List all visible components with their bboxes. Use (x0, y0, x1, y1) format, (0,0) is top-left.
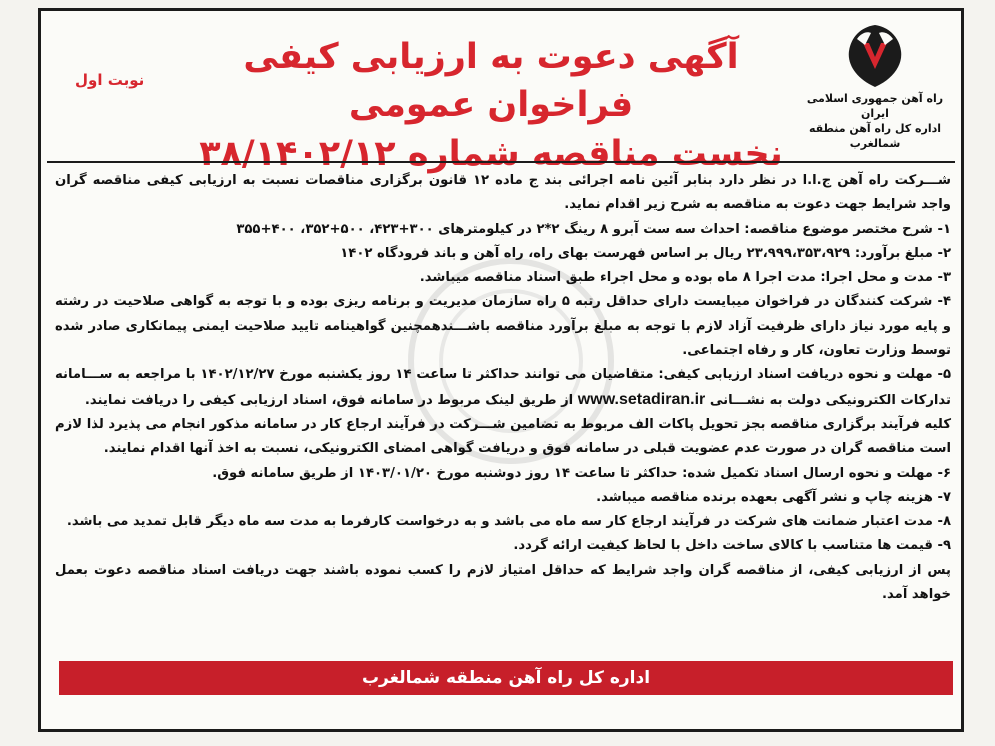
notice-titles (191, 33, 791, 179)
footer-banner: اداره کل راه آهن منطقه شمالغرب (59, 661, 953, 695)
setadiran-link[interactable]: www.setadiran.ir (577, 390, 706, 408)
org-name-line1: راه آهن جمهوری اسلامی ایران (806, 92, 944, 120)
item-6-submission: ۶- مهلت و نحوه ارسال اسناد تکمیل شده: حداکثر تا ساعت ۱۴ روز دوشنبه مورخ ۱۴۰۳/۰۱/۲۰ از طریق سامانه فوق. (212, 465, 951, 481)
item-7-ad-cost: ۷- هزینه چاپ و نشر آگهی بعهده برنده مناقصه میباشد. (596, 489, 951, 505)
header-divider (47, 161, 955, 163)
tender-number-title: نخست مناقصه شماره ۳۸/۱۴۰۲/۱۲ (199, 134, 783, 174)
item-5-documents (55, 363, 951, 413)
item-9-pricing: ۹- قیمت ها متناسب با کالای ساخت داخل با لحاظ کیفیت ارائه گردد. (513, 538, 951, 554)
item-3-duration: ۳- مدت و محل اجرا: مدت اجرا ۸ ماه بوده و محل اجراء طبق اسناد مناقصه میباشد. (419, 270, 951, 286)
item-5-text-a: ۵- مهلت و نحوه دریافت اسناد ارزیابی کیفی: متقاضیان می توانند حداکثر تا ساعت ۱۴ روز یکشنبه مورخ ۱۴۰۲/۱۲/۲۷ با مراجعه به ســـامانه تدارکات الکترونیکی دولت به نشـــانی (55, 367, 951, 408)
item-4-eligibility: ۴- شرکت کنندگان در فراخوان میبایست دارای حداقل رتبه ۵ راه سازمان مدیریت و برنامه ریزی بوده و با توجه به گواهی صلاحیت در رشته و پایه مورد نیاز دارای ظرفیت آزاد لازم با توجه به مبلغ برآورد مناقصه باشـــندهمچنین گواهینامه تایید صلاحیت ایمنی پیمانکاری صادر شده توسط وزارت تعاون، کار و رفاه اجتماعی. (55, 294, 951, 359)
railway-emblem-icon (843, 21, 907, 91)
round-label: نوبت اول (75, 71, 145, 89)
process-note: کلیه فرآیند برگزاری مناقصه بجز تحویل پاکات الف مربوط به تضامین شـــرکت در فرآیند ارجاع کار در سامانه مذکور انجام می پذیرد لذا لازم است مناقصه گران در صورت عدم عضویت قبلی در سامانه فوق و دریافت گواهی امضای الکترونیکی، نسبت به اخذ آنها اقدام نمایند. (55, 416, 951, 457)
intro-paragraph: شـــرکت راه آهن ج.ا.ا در نظر دارد بنابر آئین نامه اجرائی بند ج ماده ۱۲ قانون برگزاری مناقصات نسبت به ارزیابی کیفی مناقصه گران واجد شرایط جهت دعوت به مناقصه به شرح زیر اقدام نماید. (55, 173, 951, 213)
notice-title: آگهی دعوت به ارزیابی کیفی فراخوان عمومی (243, 37, 739, 125)
item-5-text-b: از طریق لینک مربوط در سامانه فوق، اسناد ارزیابی کیفی را دریافت نمایند. (84, 392, 574, 408)
notice-frame (38, 8, 964, 732)
org-header (795, 21, 955, 151)
closing-paragraph: پس از ارزیابی کیفی، از مناقصه گران واجد شرایط که حداقل امتیاز لازم را کسب نموده باشند جهت دریافت اسناد مناقصه دعوت بعمل خواهد آمد. (55, 562, 951, 603)
org-name-line2: اداره کل راه آهن منطقه شمالغرب (808, 122, 942, 150)
item-2-estimate: ۲- مبلغ برآورد: ۲۳،۹۹۹،۳۵۳،۹۲۹ ریال بر اساس فهرست بهای راه، راه آهن و باند فرودگاه ۱۴۰۲ (340, 245, 951, 261)
notice-body (55, 169, 951, 607)
item-1-subject: ۱- شرح مختصر موضوع مناقصه: احداث سه ست آبرو ۸ رینگ ۲*۲ در کیلومترهای ۳۰۰+۴۲۳، ۵۰۰+۳۵۲، ۴۰۰+۳۵۵ (236, 221, 951, 237)
item-8-guarantee: ۸- مدت اعتبار ضمانت های شرکت در فرآیند ارجاع کار سه ماه می باشد و به درخواست کارفرما به مدت سه ماه دیگر قابل تمدید می باشد. (66, 514, 951, 530)
